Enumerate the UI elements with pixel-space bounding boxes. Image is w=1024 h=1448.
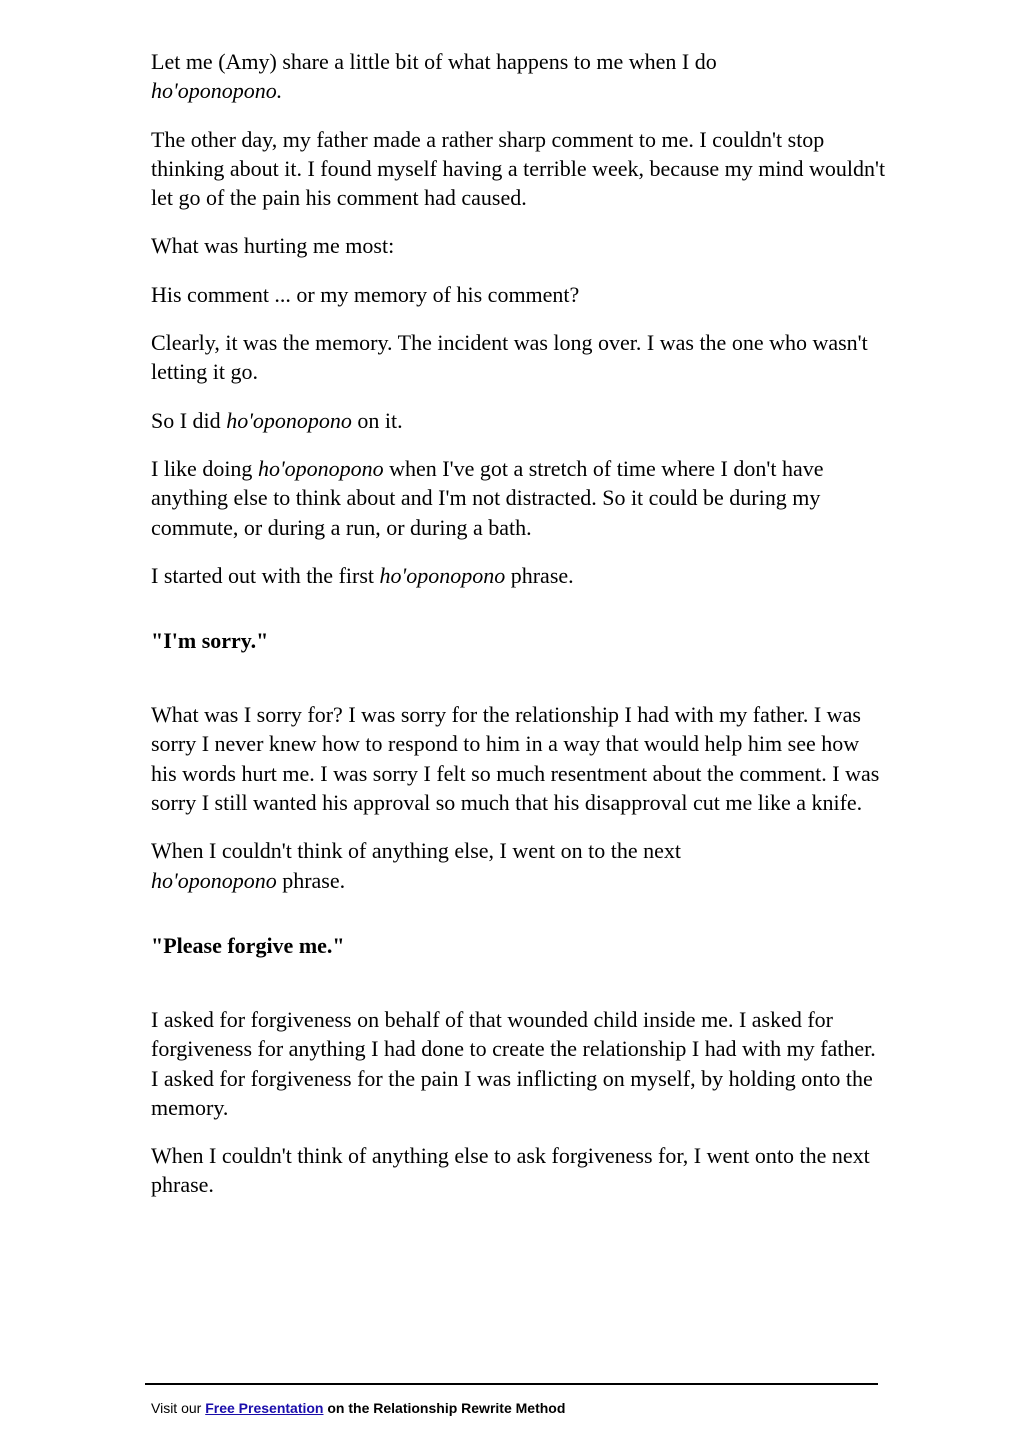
italic-term: ho'oponopono [379,562,506,588]
paragraph-first-phrase: I started out with the first ho'oponopono phrase. [151,562,574,588]
paragraph-onto-next-phrase: When I couldn't think of anything else to ask forgiveness for, I went onto the next phrase. [151,1143,870,1198]
italic-term: ho'oponopono [226,407,352,433]
document-body [151,47,886,1219]
footer-divider [145,1383,878,1385]
free-presentation-link[interactable]: Free Presentation [205,1400,324,1416]
paragraph-comment-or-memory: His comment ... or my memory of his comment? [151,281,580,307]
italic-term: ho'oponopono [257,455,384,481]
paragraph-when-i-do-it: I like doing ho'oponopono when I've got a stretch of time where I don't have anything else to think about and I'm not distracted. So it could be during my commute, or during a run, or during a bath. [151,455,824,540]
footer: Visit our Free Presentation on the Relationship Rewrite Method [151,1400,566,1416]
heading-im-sorry: "I'm sorry." [151,628,269,654]
paragraph-did-it: So I did ho'oponopono on it. [151,407,403,433]
heading-please-forgive-me: "Please forgive me." [151,932,345,958]
italic-term: ho'oponopono. [151,78,283,104]
paragraph-sorry-for: What was I sorry for? I was sorry for the relationship I had with my father. I was sorry I never knew how to respond to him in a way that would help him see how his words hurt me. I was sorry I felt so much resentment about the comment. I was sorry I still wanted his approval so much that his disapproval cut me like a knife. [151,702,880,816]
paragraph-next-phrase: When I couldn't think of anything else, I went on to the next ho'oponopono phrase. [151,838,682,893]
paragraph-question: What was hurting me most: [151,233,395,259]
italic-term: ho'oponopono [151,867,277,893]
paragraph-forgiveness: I asked for forgiveness on behalf of that wounded child inside me. I asked for forgiveness for anything I had done to create the relationship I had with my father. I asked for forgiveness for the pain I was inflicting on myself, by holding onto the memory. [151,1006,876,1120]
paragraph-intro: Let me (Amy) share a little bit of what happens to me when I do ho'oponopono. [151,49,717,104]
paragraph-memory: Clearly, it was the memory. The incident was long over. I was the one who wasn't letting it go. [151,330,868,385]
paragraph-father-comment: The other day, my father made a rather sharp comment to me. I couldn't stop thinking about it. I found myself having a terrible week, because my mind wouldn't let go of the pain his comment had caused. [151,126,886,211]
